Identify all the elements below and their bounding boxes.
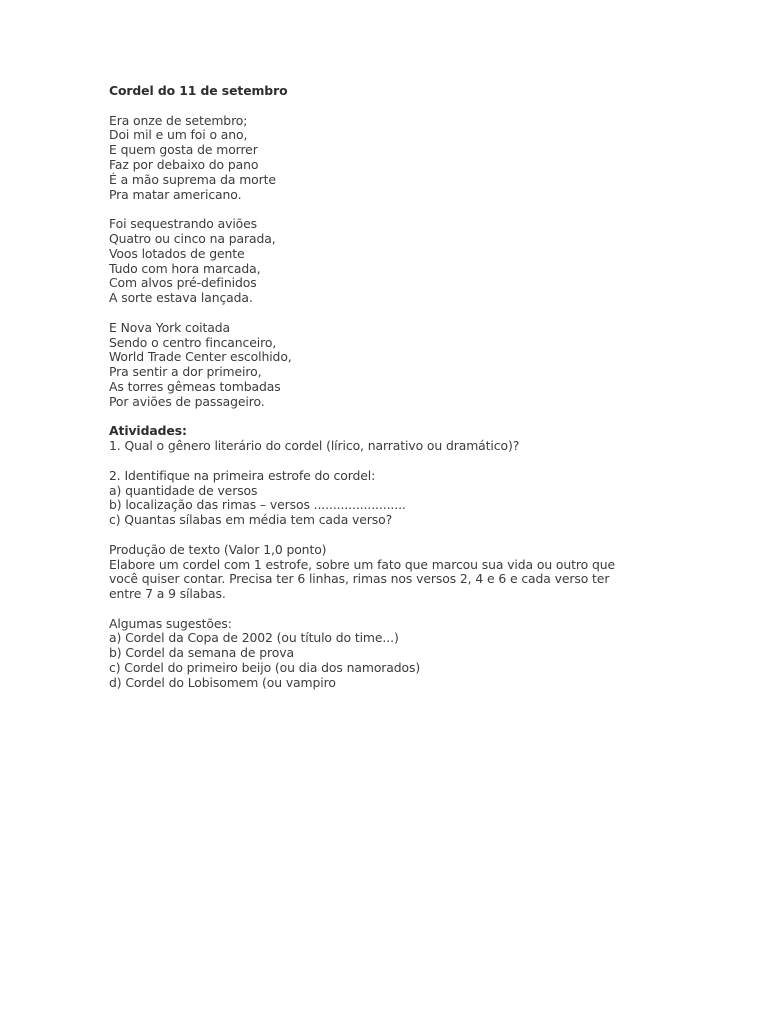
verse-line: Quatro ou cinco na parada, [109, 230, 276, 246]
question-1: 1. Qual o gênero literário do cordel (lírico, narrativo ou dramático)? [109, 438, 520, 454]
question-2a: a) quantidade de versos [109, 482, 258, 498]
production-section [109, 543, 669, 602]
suggestion-item: b) Cordel da semana de prova [109, 645, 294, 661]
spacer [109, 410, 669, 425]
poem-stanza-2 [109, 217, 669, 306]
production-heading: Produção de texto (Valor 1,0 ponto) [109, 541, 327, 557]
verse-line: É a mão suprema da morte [109, 171, 276, 187]
verse-line: Pra sentir a dor primeiro, [109, 364, 262, 380]
spacer [109, 202, 669, 217]
verse-line: Foi sequestrando aviões [109, 216, 258, 232]
activities-section [109, 424, 669, 528]
suggestions-heading: Algumas sugestões: [109, 615, 232, 631]
spacer [109, 306, 669, 321]
suggestion-item: d) Cordel do Lobisomem (ou vampiro [109, 674, 336, 690]
suggestion-item: a) Cordel da Copa de 2002 (ou título do time...) [109, 630, 399, 646]
production-text-line: entre 7 a 9 sílabas. [109, 586, 226, 602]
spacer [109, 528, 669, 543]
verse-line: Doi mil e um foi o ano, [109, 127, 248, 143]
spacer [109, 99, 669, 114]
verse-line: Tudo com hora marcada, [109, 260, 261, 276]
spacer [109, 454, 669, 469]
production-text-line: Elabore um cordel com 1 estrofe, sobre um fato que marcou sua vida ou outro que [109, 556, 616, 572]
poem-stanza-3 [109, 321, 669, 410]
verse-line: E Nova York coitada [109, 319, 231, 335]
question-2c: c) Quantas sílabas em média tem cada verso? [109, 512, 393, 528]
production-text-line: você quiser contar. Precisa ter 6 linhas, rimas nos versos 2, 4 e 6 e cada verso ter [109, 571, 610, 587]
verse-line: A sorte estava lançada. [109, 290, 253, 306]
verse-line: Era onze de setembro; [109, 112, 248, 128]
verse-line: World Trade Center escolhido, [109, 349, 292, 365]
suggestion-item: c) Cordel do primeiro beijo (ou dia dos namorados) [109, 660, 421, 676]
spacer [109, 602, 669, 617]
document-body [109, 84, 669, 691]
verse-line: Pra matar americano. [109, 186, 242, 202]
verse-line: Com alvos pré-definidos [109, 275, 257, 291]
verse-line: Faz por debaixo do pano [109, 156, 259, 172]
verse-line: Voos lotados de gente [109, 245, 245, 261]
document-title: Cordel do 11 de setembro [109, 83, 288, 98]
poem-stanza-1 [109, 114, 669, 203]
question-2b: b) localização das rimas – versos ........................ [109, 497, 406, 513]
verse-line: E quem gosta de morrer [109, 142, 258, 158]
verse-line: As torres gêmeas tombadas [109, 378, 281, 394]
activities-heading: Atividades: [109, 423, 187, 439]
question-2-intro: 2. Identifique na primeira estrofe do cordel: [109, 467, 376, 483]
suggestions-section [109, 617, 669, 691]
verse-line: Por aviões de passageiro. [109, 393, 265, 409]
verse-line: Sendo o centro fincanceiro, [109, 334, 277, 350]
